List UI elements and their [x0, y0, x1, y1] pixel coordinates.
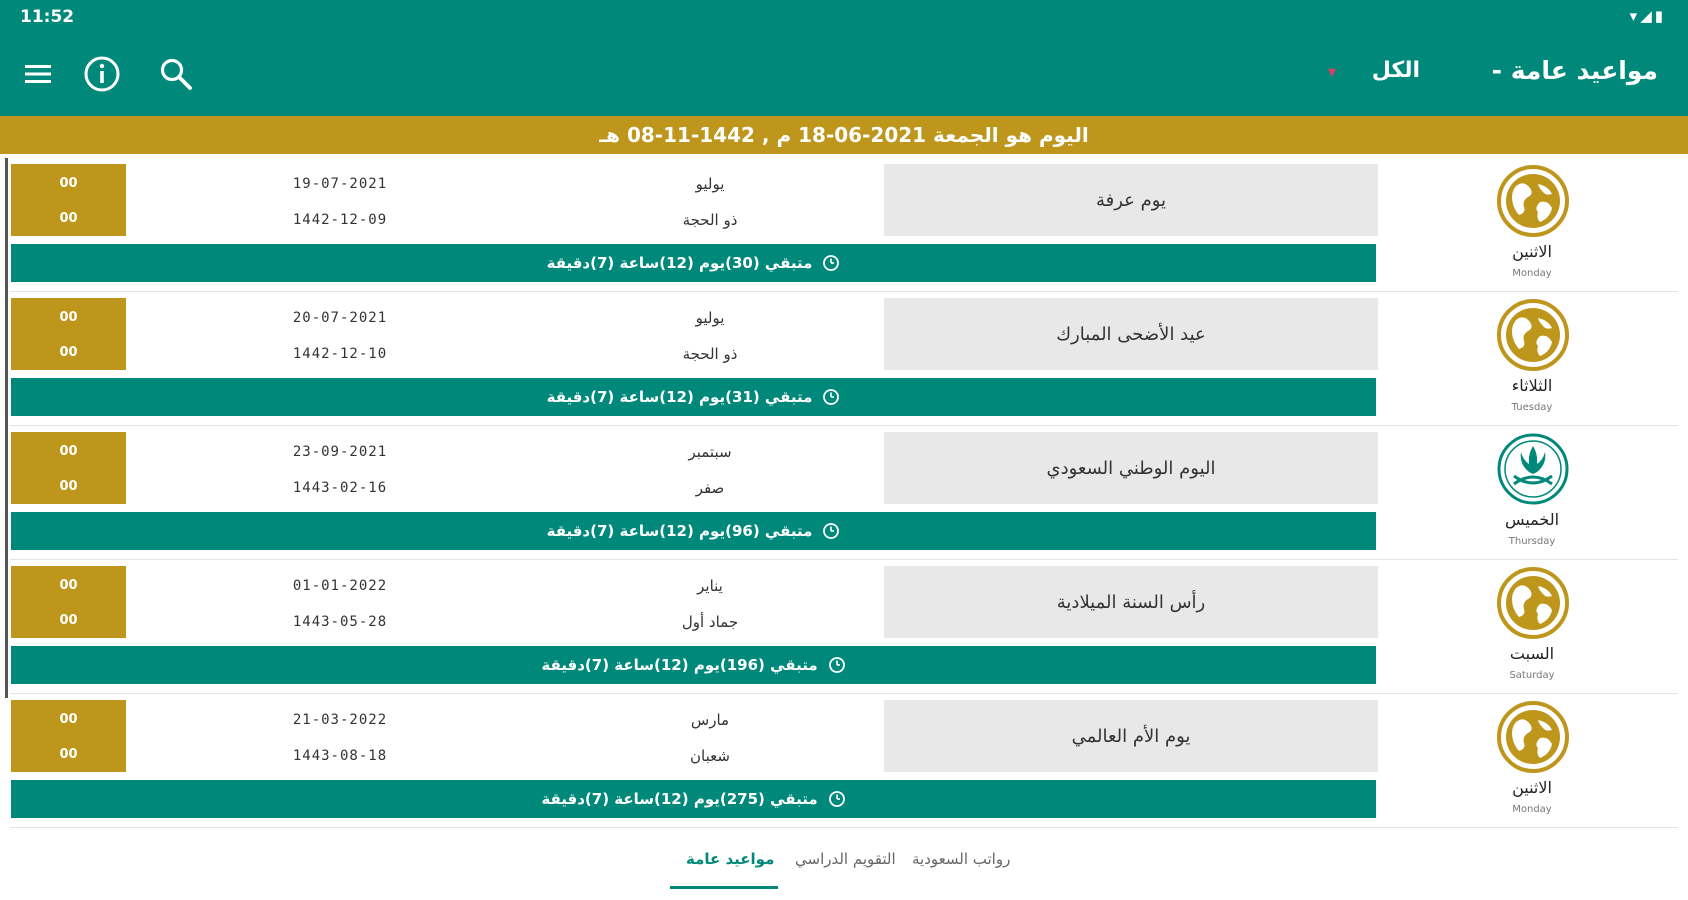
hijri-date: 1443-02-16 [292, 480, 388, 496]
time-remaining-bar [11, 780, 1376, 818]
bottom-tab-bar [0, 830, 1688, 900]
hijri-month: صفر [695, 479, 725, 497]
event-time-box [11, 566, 126, 638]
hijri-month: ذو الحجة [682, 211, 738, 229]
system-status-icons: ▾◢▮ [1629, 7, 1666, 25]
app-bar [0, 34, 1688, 116]
event-name: رأس السنة الميلادية [884, 566, 1378, 638]
time-remaining-bar [11, 512, 1376, 550]
event-time-box [11, 700, 126, 772]
chevron-down-icon[interactable]: ▾ [1327, 62, 1336, 81]
hijri-month: شعبان [690, 747, 730, 765]
weekday-english: Saturday [1509, 670, 1555, 681]
event-name: اليوم الوطني السعودي [884, 432, 1378, 504]
globe-icon [1496, 700, 1570, 774]
weekday-english: Tuesday [1511, 402, 1553, 413]
globe-icon [1496, 164, 1570, 238]
time-remaining-text: متبقي (30)يوم (12)ساعة (7)دقيقة [546, 254, 813, 272]
hijri-month: ذو الحجة [682, 345, 738, 363]
event-name: عيد الأضحى المبارك [884, 298, 1378, 370]
hijri-date: 1442-12-10 [292, 346, 388, 362]
clock-icon [822, 254, 840, 272]
globe-icon [1496, 566, 1570, 640]
status-time: 11:52 [20, 7, 75, 27]
time-remaining-bar [11, 646, 1376, 684]
event-time-hours: 00 [59, 176, 78, 191]
gregorian-date: 01-01-2022 [292, 578, 388, 594]
clock-icon [828, 790, 846, 808]
gregorian-date: 23-09-2021 [292, 444, 388, 460]
gregorian-month: يوليو [695, 175, 725, 193]
info-icon[interactable] [80, 52, 124, 96]
globe-icon [1496, 298, 1570, 372]
event-time-hours: 00 [59, 444, 78, 459]
event-row[interactable] [0, 426, 1688, 560]
active-tab-indicator [670, 886, 778, 889]
event-time-box [11, 164, 126, 236]
hijri-date: 1443-05-28 [292, 614, 388, 630]
weekday-english: Thursday [1508, 536, 1556, 547]
time-remaining-text: متبقي (275)يوم (12)ساعة (7)دقيقة [541, 790, 818, 808]
status-bar [0, 0, 1688, 34]
hijri-month: جماد أول [681, 613, 739, 631]
event-time-minutes: 00 [59, 211, 78, 226]
time-remaining-bar [11, 244, 1376, 282]
event-time-minutes: 00 [59, 345, 78, 360]
clock-icon [822, 388, 840, 406]
row-divider [10, 827, 1678, 828]
event-time-box [11, 432, 126, 504]
event-time-box [11, 298, 126, 370]
event-time-hours: 00 [59, 310, 78, 325]
event-name: يوم الأم العالمي [884, 700, 1378, 772]
time-remaining-bar [11, 378, 1376, 416]
gregorian-date: 20-07-2021 [292, 310, 388, 326]
saudi-emblem-icon [1496, 432, 1570, 506]
menu-icon[interactable] [16, 52, 60, 96]
page-title: مواعيد عامة - [1491, 56, 1658, 85]
gregorian-month: يوليو [695, 309, 725, 327]
clock-icon [822, 522, 840, 540]
event-time-hours: 00 [59, 578, 78, 593]
weekday-arabic: السبت [1509, 644, 1555, 663]
event-row[interactable] [0, 560, 1688, 694]
hijri-date: 1443-08-18 [292, 748, 388, 764]
gregorian-month: سبتمبر [688, 443, 732, 461]
time-remaining-text: متبقي (196)يوم (12)ساعة (7)دقيقة [541, 656, 818, 674]
clock-icon [828, 656, 846, 674]
weekday-english: Monday [1512, 268, 1552, 279]
tab-school-calendar[interactable]: التقويم الدراسي [795, 850, 896, 868]
gregorian-date: 19-07-2021 [292, 176, 388, 192]
hijri-date: 1442-12-09 [292, 212, 388, 228]
event-time-minutes: 00 [59, 613, 78, 628]
event-time-minutes: 00 [59, 479, 78, 494]
gregorian-date: 21-03-2022 [292, 712, 388, 728]
today-date-banner: اليوم هو الجمعة 2021-06-18 م , 1442-11-08 هـ [0, 116, 1688, 154]
search-icon[interactable] [154, 52, 198, 96]
tab-saudi-salaries[interactable]: رواتب السعودية [912, 850, 1011, 868]
event-name: يوم عرفة [884, 164, 1378, 236]
event-row[interactable] [0, 694, 1688, 828]
tab-general-dates[interactable]: مواعيد عامة [686, 850, 775, 868]
gregorian-month: مارس [690, 711, 730, 729]
weekday-english: Monday [1512, 804, 1552, 815]
time-remaining-text: متبقي (96)يوم (12)ساعة (7)دقيقة [546, 522, 813, 540]
weekday-arabic: الخميس [1504, 510, 1560, 529]
filter-dropdown[interactable]: الكل [1371, 58, 1420, 83]
event-row[interactable] [0, 158, 1688, 292]
gregorian-month: يناير [697, 577, 723, 595]
time-remaining-text: متبقي (31)يوم (12)ساعة (7)دقيقة [546, 388, 813, 406]
event-row[interactable] [0, 292, 1688, 426]
weekday-arabic: الاثنين [1512, 778, 1552, 797]
event-time-hours: 00 [59, 712, 78, 727]
weekday-arabic: الاثنين [1512, 242, 1552, 261]
event-time-minutes: 00 [59, 747, 78, 762]
weekday-arabic: الثلاثاء [1511, 376, 1553, 395]
